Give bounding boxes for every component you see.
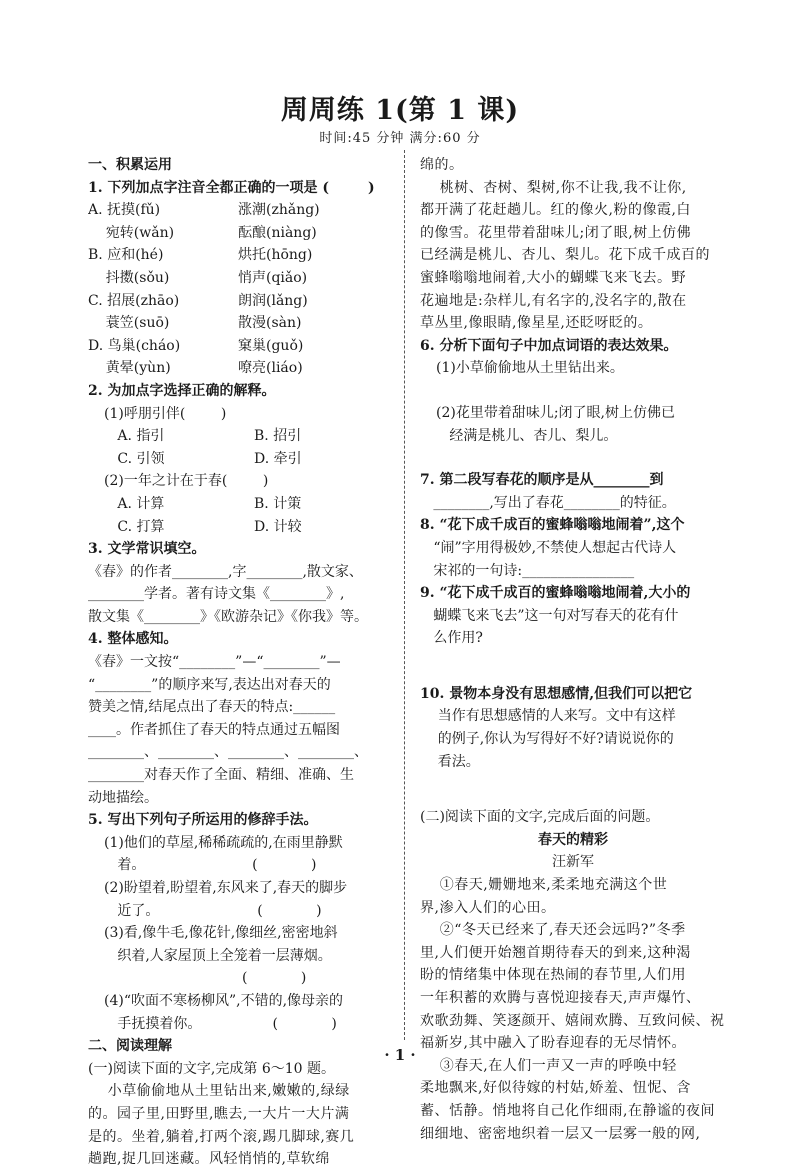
option-text: 黄晕(yùn) bbox=[88, 360, 171, 377]
option-text: B. 招引 bbox=[254, 428, 302, 445]
text-line: 二、阅读理解 bbox=[88, 1038, 172, 1055]
text-line: 蜜蜂嗡嗡地闹着,大小的蝴蝶飞来飞去。野 bbox=[420, 269, 686, 286]
answer-space bbox=[420, 672, 726, 683]
question-line: 7. 第二段写春花的顺序是从________到 bbox=[420, 472, 664, 489]
question-line: 10. 景物本身没有思想感情,但我们可以把它 bbox=[420, 685, 693, 702]
option-text: C. 招展(zhāo) bbox=[88, 292, 180, 309]
text-line: 界,渗入人们的心田。 bbox=[420, 899, 556, 916]
answer-space bbox=[420, 650, 726, 672]
text-line: 欢歌劲舞、笑逐颜开、嬉闹欢腾、互致问候、祝 bbox=[420, 1012, 725, 1029]
answer-space bbox=[420, 380, 726, 402]
text-line: 着。 ( ) bbox=[104, 857, 317, 874]
option-row bbox=[88, 290, 394, 313]
exam-time-info: 时间:45 分钟 满分:60 分 bbox=[319, 131, 481, 146]
option-row bbox=[88, 267, 394, 290]
option-text: D. 鸟巢(cháo) bbox=[88, 337, 181, 354]
text-line: 近了。 ( ) bbox=[104, 902, 322, 919]
option-text: B. 计策 bbox=[254, 495, 302, 512]
text-line: ________,写出了春花________的特征。 bbox=[420, 494, 676, 511]
option-text: D. 牵引 bbox=[254, 450, 302, 467]
option-row bbox=[88, 244, 394, 267]
text-line: 看法。 bbox=[420, 753, 480, 770]
question-line: 9. “花下成千成百的蜜蜂嗡嗡地闹着,大小的 bbox=[420, 585, 691, 602]
text-line: 汪新军 bbox=[552, 854, 594, 871]
text-line: 盼的情绪集中体现在热闹的春节里,人们用 bbox=[420, 967, 686, 984]
text-line: (一)阅读下面的文字,完成第 6～10 题。 bbox=[88, 1060, 335, 1077]
option-text: B. 应和(hé) bbox=[88, 247, 164, 264]
page-title: 周周练 1(第 1 课) bbox=[280, 95, 520, 126]
text-line: 织着,人家屋顶上全笼着一层薄烟。 bbox=[104, 947, 332, 964]
text-line: 赞美之情,结尾点出了春天的特点:______ bbox=[88, 699, 336, 716]
text-line: ____。作者抓住了春天的特点通过五幅图 bbox=[88, 721, 340, 738]
option-text: 宛转(wǎn) bbox=[88, 224, 175, 241]
text-line: 当作有思想感情的人来写。文中有这样 bbox=[420, 708, 676, 725]
text-line: 细细地、密密地织着一层又一层雾一般的网, bbox=[420, 1125, 701, 1142]
text-line: “________”的顺序来写,表达出对春天的 bbox=[88, 676, 331, 693]
text-line: 的例子,你认为写得好不好?请说说你的 bbox=[420, 731, 674, 748]
text-line: 里,人们便开始翘首期待春天的到来,这种渴 bbox=[420, 944, 691, 961]
text-line: 手抚摸着你。 ( ) bbox=[104, 1015, 337, 1032]
option-text: 抖擞(sǒu) bbox=[88, 269, 170, 286]
text-line: 是的。坐着,躺着,打两个滚,踢几脚球,赛几 bbox=[88, 1128, 355, 1145]
option-row bbox=[88, 357, 394, 380]
option-text: 烘托(hōng) bbox=[238, 247, 313, 264]
text-line: (二)阅读下面的文字,完成后面的问题。 bbox=[420, 809, 660, 826]
text-line: 《春》一文按“________”—“________”— bbox=[88, 654, 341, 671]
text-line: 《春》的作者________,字________,散文家、 bbox=[88, 563, 363, 580]
text-line: (1)小草偷偷地从土里钻出来。 bbox=[436, 360, 624, 377]
text-line: ③春天,在人们一声又一声的呼唤中轻 bbox=[420, 1057, 677, 1074]
text-line: (1)他们的草屋,稀稀疏疏的,在雨里静默 bbox=[104, 834, 343, 851]
text-line: 动地描绘。 bbox=[88, 789, 158, 806]
text-line: 宋祁的一句诗:________________ bbox=[420, 562, 635, 579]
option-text: 散漫(sàn) bbox=[238, 315, 302, 332]
text-line: 都开满了花赶趟儿。红的像火,粉的像霞,白 bbox=[420, 202, 691, 219]
text-line: (2)花里带着甜味儿;闭了眼,树上仿佛已 bbox=[436, 404, 675, 421]
column-divider bbox=[404, 150, 405, 1040]
answer-space bbox=[420, 795, 726, 806]
option-row bbox=[88, 425, 394, 448]
option-row bbox=[88, 516, 394, 539]
option-text: 涨潮(zhǎng) bbox=[238, 202, 320, 219]
text-line: 蝴蝶飞来飞去”这一句对写春天的花有什 bbox=[420, 607, 679, 624]
text-line: 蓄、恬静。悄地将自己化作细雨,在静谧的夜间 bbox=[420, 1102, 715, 1119]
text-line: ________、________、________、________、 bbox=[88, 744, 368, 761]
question-line: 3. 文学常识填空。 bbox=[88, 541, 206, 558]
option-text: 酝酿(niàng) bbox=[238, 224, 317, 241]
text-line: 草丛里,像眼睛,像星星,还眨呀眨的。 bbox=[420, 315, 653, 332]
text-line: 么作用? bbox=[420, 630, 483, 647]
text-line: 经满是桃儿、杏儿、梨儿。 bbox=[436, 427, 618, 444]
option-text: D. 计较 bbox=[254, 518, 302, 535]
text-line: 一年积蓄的欢腾与喜悦迎接春天,声声爆竹、 bbox=[420, 990, 701, 1006]
question-line: 6. 分析下面句子中加点词语的表达效果。 bbox=[420, 337, 678, 354]
text-line: 散文集《________》《欧游杂记》《你我》等。 bbox=[88, 608, 368, 625]
option-text: C. 引领 bbox=[104, 450, 165, 467]
option-text: 嘹亮(liáo) bbox=[238, 360, 303, 377]
text-line: ①春天,姗姗地来,柔柔地充满这个世 bbox=[420, 877, 668, 894]
answer-space bbox=[420, 773, 726, 795]
text-line: “闹”字用得极妙,不禁使人想起古代诗人 bbox=[420, 539, 677, 556]
text-line: 桃树、杏树、梨树,你不让我,我不让你, bbox=[420, 179, 687, 196]
question-line: 8. “花下成千成百的蜜蜂嗡嗡地闹着”,这个 bbox=[420, 517, 685, 534]
text-line: ________对春天作了全面、精细、准确、生 bbox=[88, 767, 354, 784]
option-text: 朗润(lǎng) bbox=[238, 292, 308, 309]
text-line: 一、积累运用 bbox=[88, 157, 172, 173]
option-row bbox=[88, 493, 394, 516]
page-number: · 1 · bbox=[384, 1046, 416, 1064]
text-line: 花遍地是:杂样儿,有名字的,没名字的,散在 bbox=[420, 292, 687, 309]
text-line: 绵的。 bbox=[420, 157, 464, 173]
right-column bbox=[420, 154, 726, 1145]
question-line: 1. 下列加点字注音全都正确的一项是 ( ) bbox=[88, 179, 375, 196]
option-row bbox=[88, 222, 394, 245]
option-row bbox=[88, 335, 394, 358]
option-text: 窠巢(guǒ) bbox=[238, 337, 304, 354]
text-line: (2)一年之计在于春( ) bbox=[104, 473, 269, 490]
text-line: 小草偷偷地从土里钻出来,嫩嫩的,绿绿 bbox=[88, 1083, 350, 1100]
text-line: 春天的精彩 bbox=[538, 831, 608, 848]
option-text: C. 打算 bbox=[104, 518, 165, 535]
text-line: (4)“吹面不寒杨柳风”,不错的,像母亲的 bbox=[104, 992, 344, 1009]
text-line: 福新岁,其中融入了盼春迎春的无尽情怀。 bbox=[420, 1035, 686, 1052]
text-line: 已经满是桃儿、杏儿、梨儿。花下成千成百的 bbox=[420, 247, 710, 264]
text-line: 柔地飘来,好似待嫁的村姑,娇羞、忸怩、含 bbox=[420, 1080, 691, 1097]
text-line: 的。园子里,田野里,瞧去,一大片一大片满 bbox=[88, 1105, 350, 1122]
option-text: 蓑笠(suō) bbox=[88, 315, 170, 332]
answer-space bbox=[420, 447, 726, 469]
option-text: A. 指引 bbox=[104, 428, 165, 445]
question-line: 2. 为加点字选择正确的解释。 bbox=[88, 382, 276, 399]
text-line: (3)看,像牛毛,像花针,像细丝,密密地斜 bbox=[104, 925, 338, 942]
text-line: 趟跑,捉几回迷藏。风轻悄悄的,草软绵 bbox=[88, 1151, 330, 1168]
option-text: 悄声(qiǎo) bbox=[238, 269, 308, 286]
option-row bbox=[88, 312, 394, 335]
text-line: ________学者。著有诗文集《________》, bbox=[88, 586, 345, 603]
text-line: 的像雪。花里带着甜味儿;闭了眼,树上仿佛 bbox=[420, 224, 692, 241]
option-row bbox=[88, 448, 394, 471]
question-line: 4. 整体感知。 bbox=[88, 631, 178, 648]
text-line: (1)呼朋引伴( ) bbox=[104, 405, 227, 422]
option-text: A. 抚摸(fǔ) bbox=[88, 202, 161, 219]
text-line: (2)盼望着,盼望着,东风来了,春天的脚步 bbox=[104, 880, 348, 896]
left-column bbox=[88, 154, 394, 1171]
text-line: ②“冬天已经来了,春天还会远吗?”冬季 bbox=[420, 922, 686, 939]
question-line: 5. 写出下列句子所运用的修辞手法。 bbox=[88, 812, 318, 829]
option-text: A. 计算 bbox=[104, 495, 165, 512]
text-line: ( ) bbox=[104, 970, 307, 987]
option-row bbox=[88, 199, 394, 222]
